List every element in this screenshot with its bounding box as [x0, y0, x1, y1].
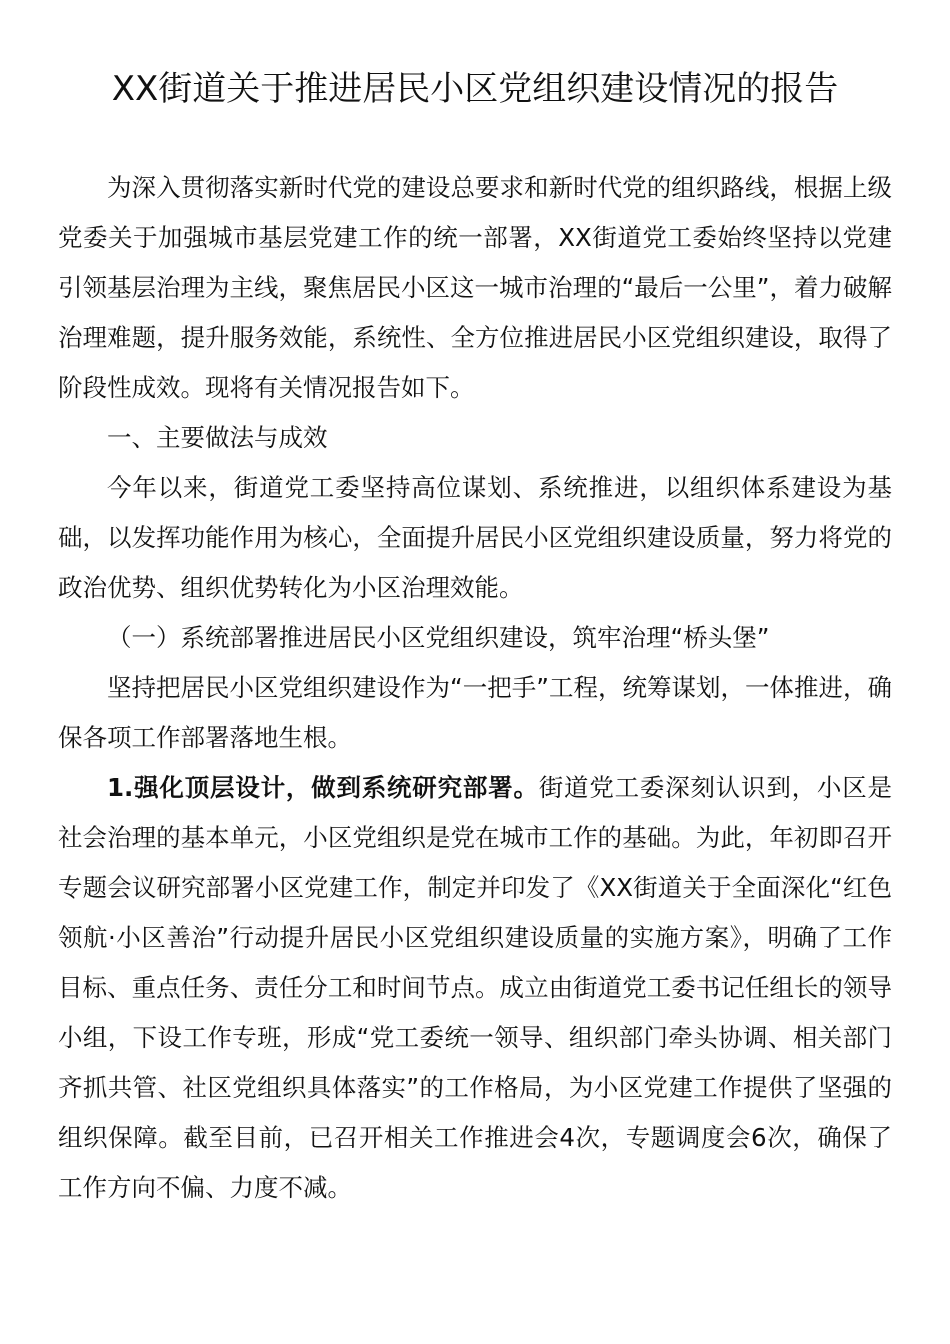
section-heading-1: 一、主要做法与成效 — [107, 423, 328, 452]
item-1-paragraph — [58, 763, 892, 1213]
document-body — [58, 163, 892, 1213]
subsection-heading-1: （一）系统部署推进居民小区党组织建设，筑牢治理“桥头堡” — [107, 623, 770, 652]
item-1-lead: 1.强化顶层设计，做到系统研究部署。 — [107, 773, 539, 802]
document-title: XX街道关于推进居民小区党组织建设情况的报告 — [111, 69, 839, 109]
intro-paragraph: 为深入贯彻落实新时代党的建设总要求和新时代党的组织路线，根据上级党委关于加强城市基层党建工作的统一部署，XX街道党工委始终坚持以党建引领基层治理为主线，聚焦居民小区这一城市治理的“最后一公里”，着力破解治理难题，提升服务效能，系统性、全方位推进居民小区党组织建设，取得了阶段性成效。现将有关情况报告如下。 — [58, 173, 892, 402]
subsection-1-summary: 坚持把居民小区党组织建设作为“一把手”工程，统筹谋划，一体推进，确保各项工作部署落地生根。 — [58, 673, 892, 752]
item-1-text: 街道党工委深刻认识到，小区是社会治理的基本单元，小区党组织是党在城市工作的基础。为此，年初即召开专题会议研究部署小区党建工作，制定并印发了《XX街道关于全面深化“红色领航·小区善治”行动提升居民小区党组织建设质量的实施方案》，明确了工作目标、重点任务、责任分工和时间节点。成立由街道党工委书记任组长的领导小组，下设工作专班，形成“党工委统一领导、组织部门牵头协调、相关部门齐抓共管、社区党组织具体落实”的工作格局，为小区党建工作提供了坚强的组织保障。截至目前，已召开相关工作推进会4次，专题调度会6次，确保了工作方向不偏、力度不减。 — [58, 773, 892, 1202]
section-1-summary: 今年以来，街道党工委坚持高位谋划、系统推进，以组织体系建设为基础，以发挥功能作用为核心，全面提升居民小区党组织建设质量，努力将党的政治优势、组织优势转化为小区治理效能。 — [58, 473, 892, 602]
